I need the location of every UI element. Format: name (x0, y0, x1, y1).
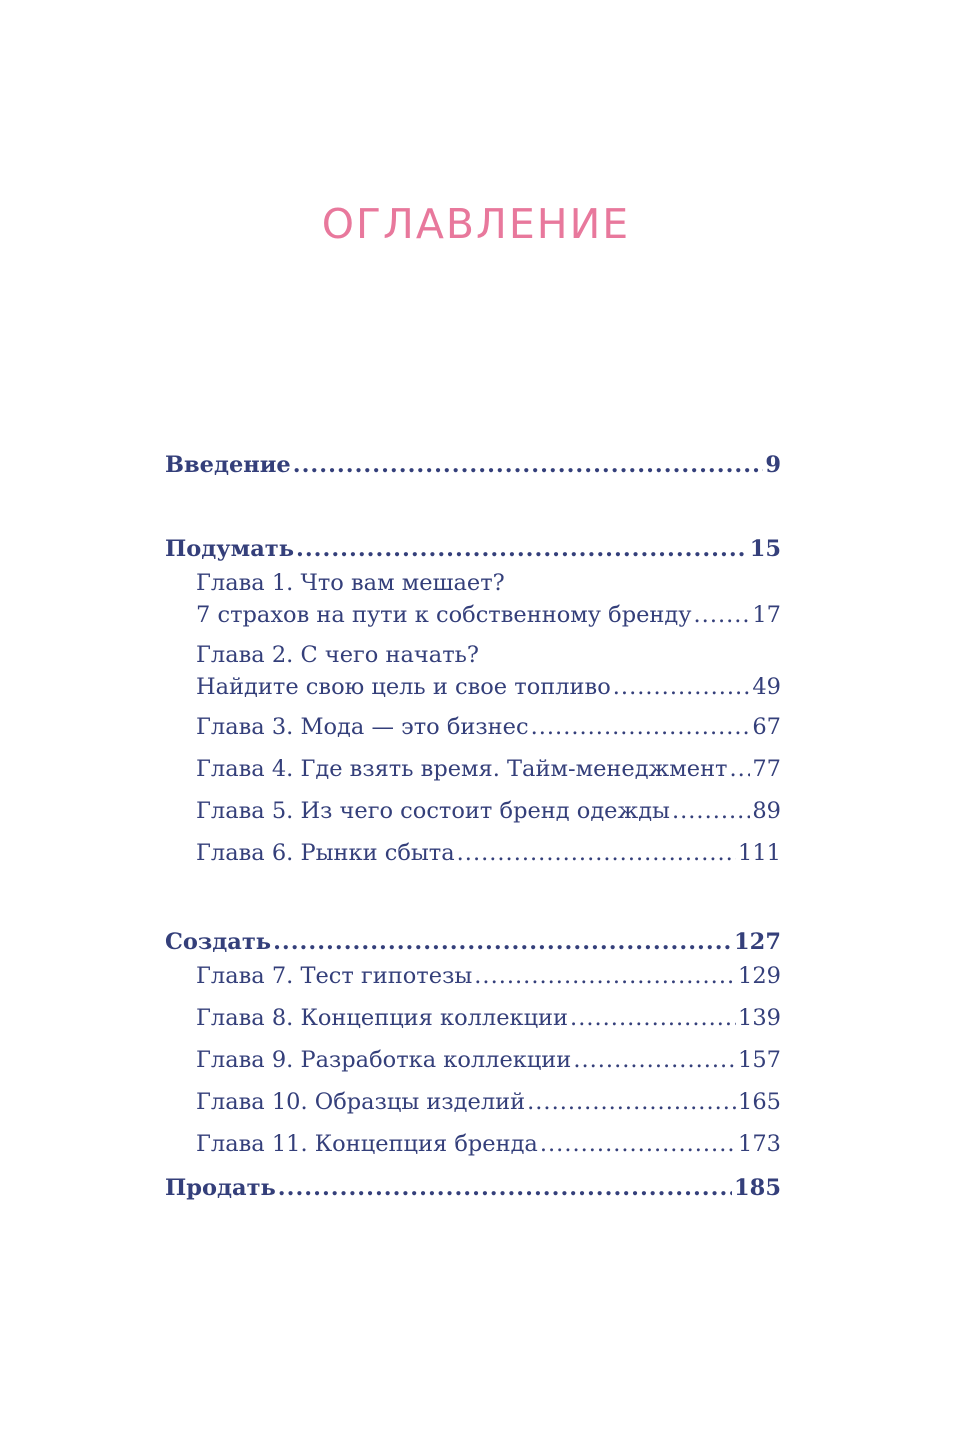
spacer (165, 483, 781, 531)
toc-part-think[interactable] (165, 531, 781, 567)
toc-chapter-8[interactable] (165, 1002, 781, 1044)
dot-leader (278, 1170, 732, 1206)
dot-leader (573, 1044, 736, 1076)
toc-chapter-title: Глава 11. Концепция бренда (196, 1131, 538, 1157)
toc-chapter-title: Глава 10. Образцы изделий (196, 1089, 526, 1115)
toc-chapter-title: Глава 8. Концепция коллекции (196, 1005, 569, 1031)
dot-leader (540, 1128, 736, 1160)
toc-chapter-3[interactable] (165, 711, 781, 753)
toc-chapter-5[interactable] (165, 795, 781, 837)
toc-chapter-title: Глава 6. Рынки сбыта (196, 840, 455, 866)
toc-chapter-4[interactable] (165, 753, 781, 795)
toc-chapter-title: Глава 3. Мода — это бизнес (196, 714, 529, 740)
page-title: ОГЛАВЛЕНИЕ (321, 200, 631, 248)
dot-leader (730, 753, 751, 785)
toc-part-intro[interactable] (165, 447, 781, 483)
toc-page-number: 67 (752, 714, 781, 740)
toc-page-number: 127 (734, 929, 781, 955)
toc-chapter-2[interactable] (165, 639, 781, 711)
toc-chapter-9[interactable] (165, 1044, 781, 1086)
toc-page-number: 111 (738, 840, 781, 866)
dot-leader (672, 795, 750, 827)
dot-leader (296, 531, 748, 567)
toc-page-number: 15 (749, 536, 781, 562)
toc-chapter-11[interactable] (165, 1128, 781, 1170)
toc-chapter-title: Глава 9. Разработка коллекции (196, 1047, 572, 1073)
toc-page-number: 49 (752, 674, 781, 700)
toc-chapter-subtitle: Найдите свою цель и свое топливо (196, 674, 611, 700)
toc-chapter-title: Глава 1. Что вам мешает? (196, 570, 505, 596)
dot-leader (293, 447, 764, 483)
toc-part-label: Введение (165, 452, 291, 478)
dot-leader (570, 1002, 736, 1034)
toc-part-label: Подумать (165, 536, 294, 562)
toc-part-sell[interactable] (165, 1170, 781, 1206)
toc-page-number: 173 (738, 1131, 781, 1157)
toc-part-label: Продать (165, 1175, 276, 1201)
toc-chapter-1[interactable] (165, 567, 781, 639)
dot-leader (613, 671, 751, 703)
toc-chapter-title: Глава 7. Тест гипотезы (196, 963, 473, 989)
dot-leader (474, 960, 736, 992)
dot-leader (531, 711, 751, 743)
spacer (165, 879, 781, 924)
toc-page-number: 77 (752, 756, 781, 782)
toc-page-number: 129 (738, 963, 781, 989)
dot-leader (694, 599, 751, 631)
toc-page-number: 185 (734, 1175, 781, 1201)
toc-chapter-6[interactable] (165, 837, 781, 879)
toc-chapter-10[interactable] (165, 1086, 781, 1128)
dot-leader (527, 1086, 736, 1118)
toc-part-create[interactable] (165, 924, 781, 960)
toc-page-number: 139 (738, 1005, 781, 1031)
toc-chapter-title: Глава 2. С чего начать? (196, 642, 479, 668)
toc-page-number: 17 (752, 602, 781, 628)
dot-leader (273, 924, 732, 960)
toc-chapter-title: Глава 4. Где взять время. Тайм-менеджмент (196, 756, 728, 782)
toc-page-number: 9 (765, 452, 781, 478)
toc-page-number: 157 (738, 1047, 781, 1073)
table-of-contents (165, 447, 781, 1206)
toc-part-label: Создать (165, 929, 272, 955)
dot-leader (457, 837, 736, 869)
toc-chapter-title: Глава 5. Из чего состоит бренд одежды (196, 798, 670, 824)
toc-chapter-subtitle: 7 страхов на пути к собственному бренду (196, 602, 692, 628)
toc-page-number: 165 (738, 1089, 781, 1115)
toc-page-number: 89 (752, 798, 781, 824)
toc-chapter-7[interactable] (165, 960, 781, 1002)
